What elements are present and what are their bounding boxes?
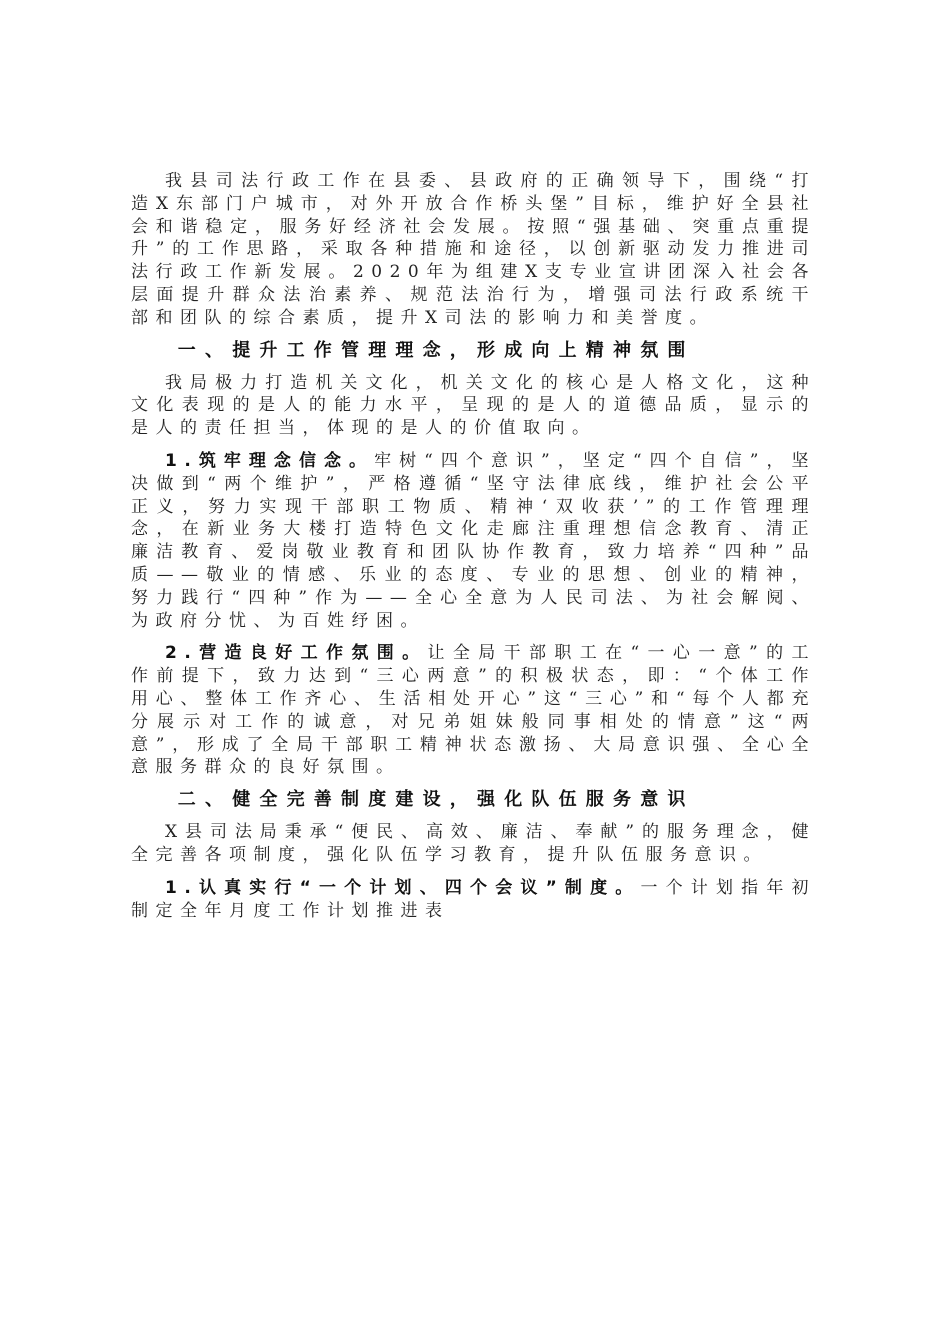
section-1-item-1-text: 牢树“四个意识”，坚定“四个自信”，坚决做到“两个维护”，严格遵循“坚守法律底线，维护社会公平正义，努力实现干部职工物质、精神‘双收获’”的工作管理理念，在新业务大楼打造特色文化走廊注重理想信念教育、清正廉洁教育、爱岗敬业教育和团队协作教育，致力培养“四种”品质——敬业的情感、乐业的态度、专业的思想、创业的精神，努力践行“四种”作为——全心全意为人民司法、为社会解阋、为政府分忧、为百姓纾困。 [131,450,816,631]
section-1-item-2-text: 让全局干部职工在“一心一意”的工作前提下，致力达到“三心两意”的积极状态，即：“个体工作用心、整体工作齐心、生活相处开心”这“三心”和“每个人都充分展示对工作的诚意，对兄弟姐妹般同事相处的情意”这“两意”，形成了全局干部职工精神状态激扬、大局意识强、全心全意服务群众的良好氛围。 [131,643,816,778]
section-2-item-1 [131,877,816,923]
section-2-item-1-lead: 1.认真实行“一个计划、四个会议”制度。 [165,877,641,898]
section-2-heading: 二、健全完善制度建设，强化队伍服务意识 [177,789,695,811]
section-1-item-1 [131,450,816,632]
intro-paragraph: 我县司法行政工作在县委、县政府的正确领导下，围绕“打造X东部门户城市，对外开放合作桥头堡”目标，维护好全县社会和谐稳定，服务好经济社会发展。按照“强基础、突重点重提升”的工作思路，采取各种措施和途径，以创新驱动发力推进司法行政工作新发展。2020年为组建X支专业宣讲团深入社会各层面提升群众法治素养、规范法治行为，增强司法行政系统干部和团队的综合素质，提升X司法的影响力和美誉度。 [131,171,816,328]
section-2-intro: X县司法局秉承“便民、高效、廉洁、奉献”的服务理念，健全完善各项制度，强化队伍学习教育，提升队伍服务意识。 [131,822,816,865]
section-1-heading: 一、提升工作管理理念，形成向上精神氛围 [177,339,695,361]
section-1-item-2 [131,642,816,779]
section-1-item-2-lead: 2.营造良好工作氛围。 [165,643,428,664]
document-body [131,170,816,922]
section-2-item-1-text: 一个计划指年初制定全年月度工作计划推进表 [131,877,816,921]
section-1-item-1-lead: 1.筑牢理念信念。 [165,450,375,471]
section-1-intro: 我局极力打造机关文化，机关文化的核心是人格文化，这种文化表现的是人的能力水平，呈现的是人的道德品质，显示的是人的责任担当，体现的是人的价值取向。 [131,372,816,439]
